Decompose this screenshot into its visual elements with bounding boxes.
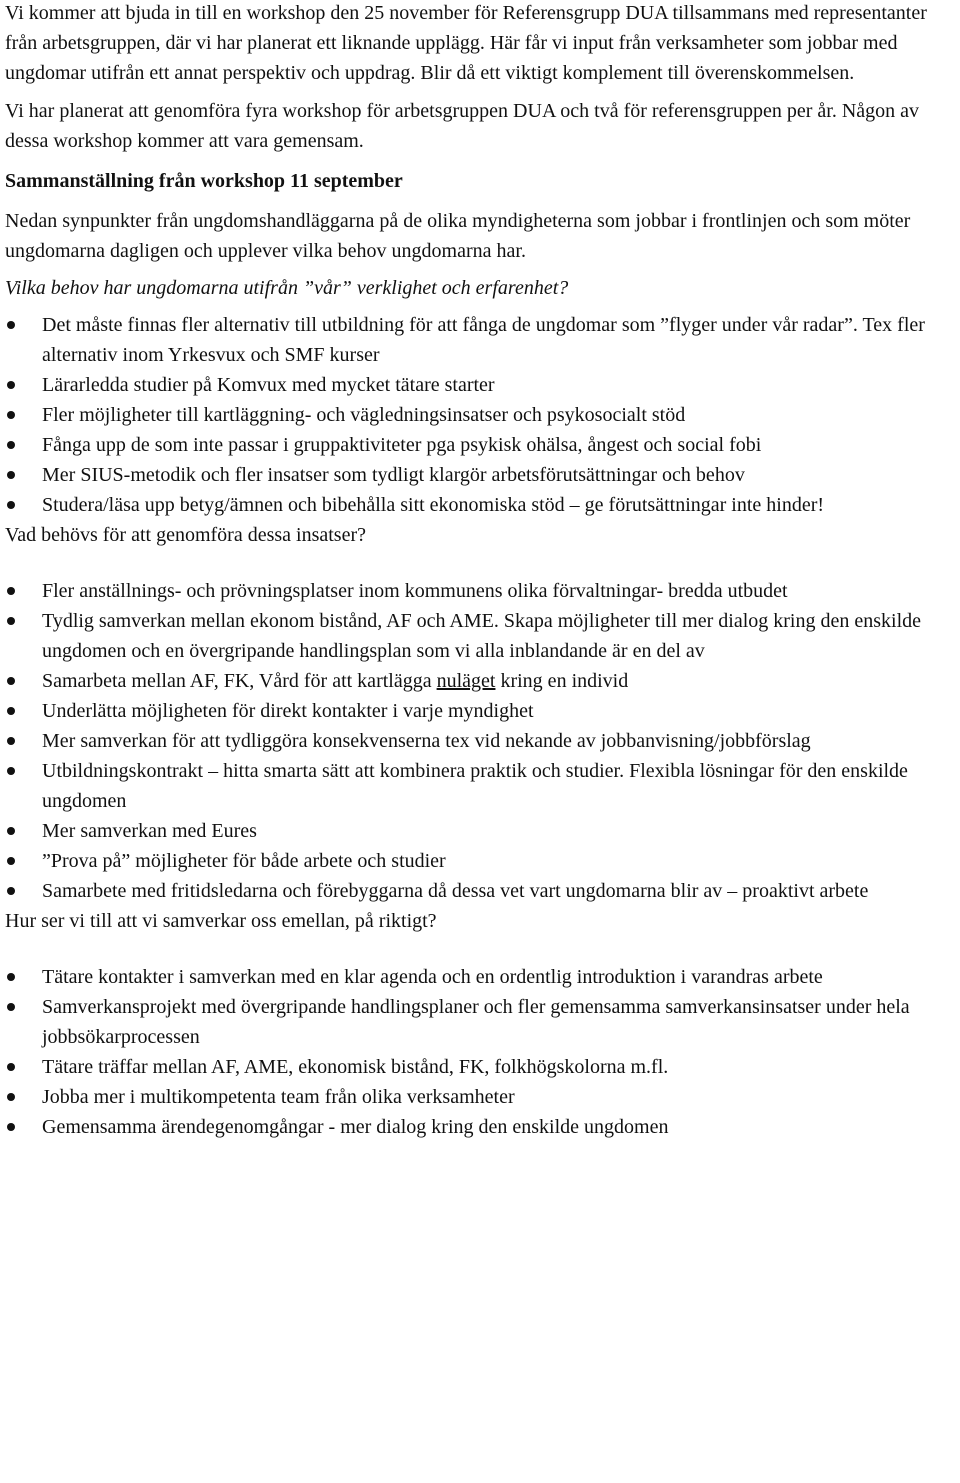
list-item-text: Samverkansprojekt med övergripande handlingsplaner och fler gemensamma samverkansinsatser under hela jobbsökarprocessen: [42, 996, 910, 1048]
list-item-text: Samarbete med fritidsledarna och förebyggarna då dessa vet vart ungdomarna blir av – proaktivt arbete: [42, 880, 869, 902]
list-item-text: Det måste finnas fler alternativ till utbildning för att fånga de ungdomar som ”flyger under vår radar”. Tex fler alternativ inom Yrkesvux och SMF kurser: [42, 314, 925, 366]
bullet-icon: [7, 1003, 15, 1011]
question-measures: Vad behövs för att genomföra dessa insatser?: [5, 524, 366, 546]
list-item-text: Tätare träffar mellan AF, AME, ekonomisk bistånd, FK, folkhögskolorna m.fl.: [42, 1056, 669, 1078]
list-item-text: Tydlig samverkan mellan ekonom bistånd, AF och AME. Skapa möjligheter till mer dialog kring den enskilde ungdomen och en övergripande handlingsplan som vi alla inblandande är en del av: [42, 610, 922, 662]
bullet-icon: [7, 707, 15, 715]
plan-paragraph: Vi har planerat att genomföra fyra workshop för arbetsgruppen DUA och två för referensgruppen per år. Någon av dessa workshop kommer att vara gemensam.: [5, 100, 920, 152]
bullet-icon: [7, 617, 15, 625]
list-item-text: Fånga upp de som inte passar i gruppaktiviteter pga psykisk ohälsa, ångest och social fobi: [42, 434, 762, 456]
document-page: [5, 0, 957, 1142]
intro-paragraph: Vi kommer att bjuda in till en workshop den 25 november för Referensgrupp DUA tillsammans med representanter från arbetsgruppen, där vi har planerat ett liknande upplägg. Här får vi input från verksamheter som jobbar med ungdomar utifrån ett annat perspektiv och uppdrag. Blir då ett viktigt komplement till överenskommelsen.: [5, 2, 927, 84]
list-item: [5, 1052, 957, 1082]
list-item: [5, 576, 957, 606]
bullet-icon: [7, 471, 15, 479]
list-item: [5, 696, 957, 726]
list-item-text: Fler anställnings- och prövningsplatser inom kommunens olika förvaltningar- bredda utbudet: [42, 580, 788, 602]
bullet-icon: [7, 1093, 15, 1101]
list-item-text-start: Samarbeta mellan AF, FK, Vård för att kartlägga: [42, 670, 437, 692]
list-item-text: Underlätta möjligheten för direkt kontakter i varje myndighet: [42, 700, 534, 722]
section-description: Nedan synpunkter från ungdomshandläggarna på de olika myndigheterna som jobbar i frontlinjen och som möter ungdomarna dagligen och upplever vilka behov ungdomarna har.: [5, 210, 911, 262]
list-item: [5, 666, 957, 696]
question-cooperation: Hur ser vi till att vi samverkar oss emellan, på riktigt?: [5, 910, 437, 932]
bullet-icon: [7, 887, 15, 895]
bullet-icon: [7, 501, 15, 509]
list-item: [5, 490, 957, 520]
bullet-icon: [7, 973, 15, 981]
section-heading: Sammanställning från workshop 11 september: [5, 170, 403, 192]
list-item: [5, 756, 957, 816]
list-item-text: Utbildningskontrakt – hitta smarta sätt att kombinera praktik och studier. Flexibla lösningar för den enskilde ungdomen: [42, 760, 908, 812]
underlined-word: nuläget: [436, 670, 496, 692]
measures-list: [5, 576, 957, 906]
bullet-icon: [7, 321, 15, 329]
list-item-text-end: kring en individ: [495, 670, 629, 692]
bullet-icon: [7, 737, 15, 745]
list-item-text: Mer samverkan för att tydliggöra konsekvenserna tex vid nekande av jobbanvisning/jobbförslag: [42, 730, 811, 752]
list-item: [5, 310, 957, 370]
list-item-text: ”Prova på” möjligheter för både arbete och studier: [42, 850, 446, 872]
bullet-icon: [7, 767, 15, 775]
list-item: [5, 1082, 957, 1112]
list-item-text: Jobba mer i multikompetenta team från olika verksamheter: [42, 1086, 515, 1108]
bullet-icon: [7, 1123, 15, 1131]
list-item: [5, 992, 957, 1052]
bullet-icon: [7, 677, 15, 685]
bullet-icon: [7, 441, 15, 449]
question-needs: Vilka behov har ungdomarna utifrån ”vår” verklighet och erfarenhet?: [5, 277, 569, 299]
list-item-text: Mer SIUS-metodik och fler insatser som tydligt klargör arbetsförutsättningar och behov: [42, 464, 745, 486]
list-item-text: Lärarledda studier på Komvux med mycket tätare starter: [42, 374, 495, 396]
needs-list: [5, 310, 957, 520]
list-item: [5, 816, 957, 846]
list-item: [5, 876, 957, 906]
list-item: [5, 430, 957, 460]
bullet-icon: [7, 381, 15, 389]
bullet-icon: [7, 1063, 15, 1071]
list-item: [5, 846, 957, 876]
bullet-icon: [7, 827, 15, 835]
list-item: [5, 1112, 957, 1142]
list-item: [5, 400, 957, 430]
list-item-text: [42, 670, 628, 692]
bullet-icon: [7, 411, 15, 419]
list-item-text: Gemensamma ärendegenomgångar - mer dialog kring den enskilde ungdomen: [42, 1116, 669, 1138]
list-item-text: Mer samverkan med Eures: [42, 820, 257, 842]
list-item-text: Studera/läsa upp betyg/ämnen och bibehålla sitt ekonomiska stöd – ge förutsättningar inte hinder!: [42, 494, 825, 516]
list-item: [5, 726, 957, 756]
list-item-text: Fler möjligheter till kartläggning- och vägledningsinsatser och psykosocialt stöd: [42, 404, 686, 426]
list-item: [5, 962, 957, 992]
bullet-icon: [7, 857, 15, 865]
bullet-icon: [7, 587, 15, 595]
list-item: [5, 606, 957, 666]
list-item: [5, 370, 957, 400]
list-item: [5, 460, 957, 490]
list-item-text: Tätare kontakter i samverkan med en klar agenda och en ordentlig introduktion i varandras arbete: [42, 966, 823, 988]
cooperation-list: [5, 962, 957, 1142]
